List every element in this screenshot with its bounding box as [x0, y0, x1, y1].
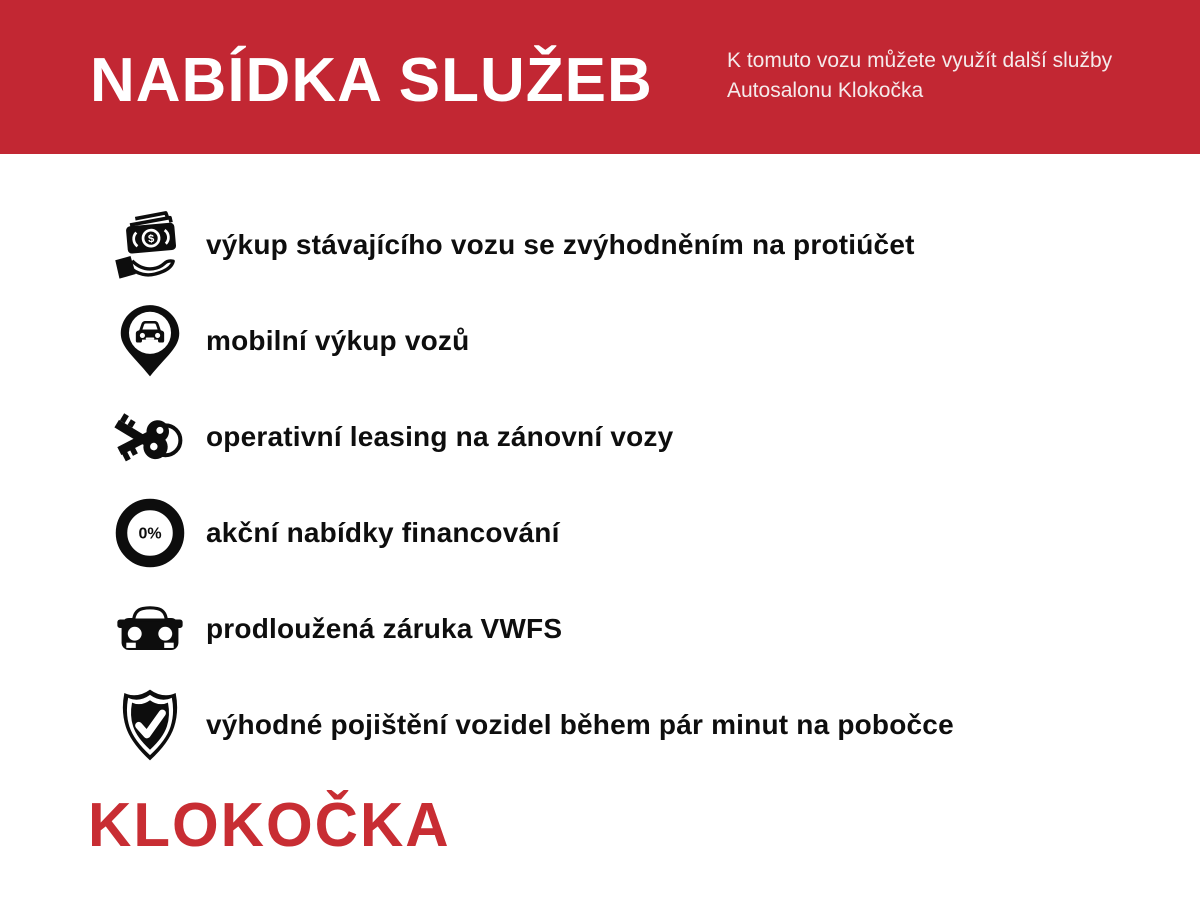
page-title: NABÍDKA SLUŽEB — [90, 46, 653, 115]
car-keys-icon — [108, 395, 192, 479]
service-label: výkup stávajícího vozu se zvýhodněním na protiúčet — [206, 229, 915, 260]
service-row-financing — [108, 485, 1108, 581]
service-row-leasing — [108, 389, 1108, 485]
service-label: akční nabídky financování — [206, 517, 560, 548]
dollar-glyph: $ — [147, 232, 155, 246]
service-label: operativní leasing na zánovní vozy — [206, 421, 674, 452]
zero-percent-icon — [108, 491, 192, 575]
banner-subtitle-line1: K tomuto vozu můžete využít další služby — [727, 49, 1113, 72]
service-row-warranty — [108, 581, 1108, 677]
brand-logo: KLOKOČKA — [88, 789, 451, 860]
service-label: prodloužená záruka VWFS — [206, 613, 563, 644]
header-banner — [0, 0, 1200, 154]
car-front-icon — [108, 587, 192, 671]
service-row-insurance — [108, 677, 1108, 773]
service-row-mobile-buyout — [108, 293, 1108, 389]
zero-percent-label: 0% — [138, 525, 162, 543]
service-label: mobilní výkup vozů — [206, 325, 470, 356]
car-location-pin-icon — [108, 299, 192, 383]
banner-subtitle — [727, 46, 1112, 106]
cash-in-hand-icon — [108, 203, 192, 287]
banner-subtitle-line2: Autosalonu Klokočka — [727, 79, 924, 102]
service-row-trade-in — [108, 197, 1108, 293]
services-list — [108, 197, 1108, 773]
service-label: výhodné pojištění vozidel během pár minut na pobočce — [206, 709, 954, 740]
shield-check-icon — [108, 683, 192, 767]
